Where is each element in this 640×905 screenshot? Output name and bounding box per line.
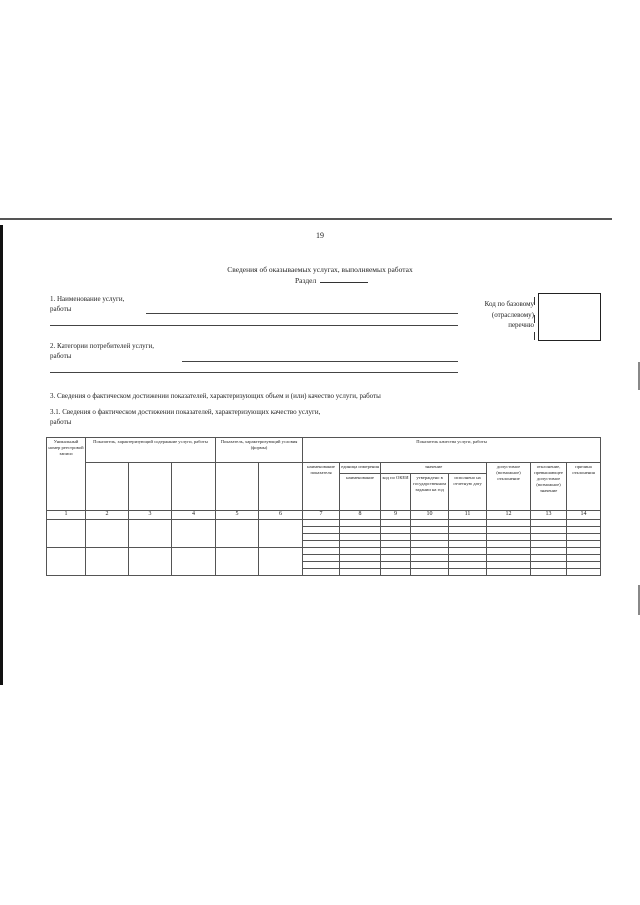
header-unique-number: Уникальный номер реестровой записи bbox=[47, 438, 86, 511]
data-cell[interactable] bbox=[567, 527, 601, 534]
col-number: 14 bbox=[567, 511, 601, 520]
data-cell[interactable] bbox=[47, 520, 86, 548]
data-cell[interactable] bbox=[411, 534, 449, 541]
data-cell[interactable] bbox=[216, 520, 259, 548]
form-title: Сведения об оказываемых услугах, выполняемых работах bbox=[227, 265, 413, 274]
data-cell[interactable] bbox=[567, 555, 601, 562]
data-cell[interactable] bbox=[172, 548, 216, 576]
empty-cell bbox=[86, 463, 129, 511]
data-cell[interactable] bbox=[411, 541, 449, 548]
header-reason: причина отклонения bbox=[567, 463, 601, 511]
base-list-code-box[interactable] bbox=[538, 293, 601, 341]
data-cell[interactable] bbox=[303, 562, 340, 569]
item1-label-cont: работы bbox=[50, 305, 72, 313]
data-cell[interactable] bbox=[411, 555, 449, 562]
data-cell[interactable] bbox=[531, 569, 567, 576]
data-cell[interactable] bbox=[86, 548, 129, 576]
data-cell[interactable] bbox=[381, 569, 411, 576]
data-cell[interactable] bbox=[340, 527, 381, 534]
quality-indicators-table bbox=[46, 437, 601, 576]
data-cell[interactable] bbox=[340, 562, 381, 569]
header-unit-name: наименование bbox=[340, 474, 381, 511]
data-cell[interactable] bbox=[303, 527, 340, 534]
data-cell[interactable] bbox=[487, 527, 531, 534]
header-indicator-name: наименование показателя bbox=[303, 463, 340, 511]
empty-cell bbox=[172, 463, 216, 511]
data-cell[interactable] bbox=[381, 548, 411, 555]
item2-label: 2. Категории потребителей услуги, bbox=[50, 342, 155, 350]
data-cell[interactable] bbox=[340, 520, 381, 527]
item31-heading: 3.1. Сведения о фактическом достижении показателей, характеризующих качество услуги, bbox=[50, 408, 321, 416]
data-cell[interactable] bbox=[381, 541, 411, 548]
data-cell[interactable] bbox=[531, 562, 567, 569]
data-cell[interactable] bbox=[531, 527, 567, 534]
data-cell[interactable] bbox=[303, 534, 340, 541]
col-number: 2 bbox=[86, 511, 129, 520]
col-number: 4 bbox=[172, 511, 216, 520]
header-conditions-indicator: Показатель, характеризующий условия (формы) bbox=[216, 438, 303, 463]
data-cell[interactable] bbox=[47, 548, 86, 576]
data-cell[interactable] bbox=[216, 548, 259, 576]
data-cell[interactable] bbox=[172, 520, 216, 548]
data-cell[interactable] bbox=[259, 520, 303, 548]
data-cell[interactable] bbox=[531, 555, 567, 562]
bracket-mark bbox=[534, 332, 535, 340]
data-cell[interactable] bbox=[303, 520, 340, 527]
col-number: 13 bbox=[531, 511, 567, 520]
data-cell[interactable] bbox=[487, 569, 531, 576]
header-value: значение bbox=[381, 463, 487, 474]
data-cell[interactable] bbox=[487, 555, 531, 562]
data-cell[interactable] bbox=[411, 520, 449, 527]
consumer-category-line-2[interactable] bbox=[50, 372, 458, 373]
data-cell[interactable] bbox=[340, 534, 381, 541]
header-allowed-deviation: допустимое (возможное) отклонение bbox=[487, 463, 531, 511]
data-cell[interactable] bbox=[449, 555, 487, 562]
item31-heading-cont: работы bbox=[50, 418, 72, 426]
data-cell[interactable] bbox=[303, 569, 340, 576]
data-cell[interactable] bbox=[259, 548, 303, 576]
data-cell[interactable] bbox=[449, 541, 487, 548]
col-number: 11 bbox=[449, 511, 487, 520]
data-cell[interactable] bbox=[567, 569, 601, 576]
service-name-line-2[interactable] bbox=[50, 325, 458, 326]
data-cell[interactable] bbox=[449, 520, 487, 527]
data-cell[interactable] bbox=[449, 569, 487, 576]
page-number: 19 bbox=[316, 231, 324, 240]
data-cell[interactable] bbox=[303, 541, 340, 548]
data-cell[interactable] bbox=[340, 569, 381, 576]
data-cell[interactable] bbox=[381, 562, 411, 569]
data-cell[interactable] bbox=[86, 520, 129, 548]
data-cell[interactable] bbox=[487, 548, 531, 555]
data-cell[interactable] bbox=[303, 548, 340, 555]
data-cell[interactable] bbox=[340, 555, 381, 562]
empty-cell bbox=[259, 463, 303, 511]
col-number: 10 bbox=[411, 511, 449, 520]
data-cell[interactable] bbox=[129, 520, 172, 548]
data-cell[interactable] bbox=[487, 541, 531, 548]
data-cell[interactable] bbox=[487, 534, 531, 541]
data-cell[interactable] bbox=[567, 541, 601, 548]
section-number-blank[interactable] bbox=[320, 282, 368, 283]
data-cell[interactable] bbox=[567, 562, 601, 569]
consumer-category-line[interactable] bbox=[182, 361, 458, 362]
table-row bbox=[47, 520, 601, 527]
data-cell[interactable] bbox=[381, 520, 411, 527]
data-cell[interactable] bbox=[411, 569, 449, 576]
data-cell[interactable] bbox=[411, 527, 449, 534]
data-cell[interactable] bbox=[487, 562, 531, 569]
col-number: 1 bbox=[47, 511, 86, 520]
bracket-mark bbox=[534, 297, 535, 305]
data-cell[interactable] bbox=[567, 534, 601, 541]
data-cell[interactable] bbox=[411, 548, 449, 555]
base-list-code-label: Код по базовому (отраслевому) перечню bbox=[484, 300, 534, 329]
scan-left-edge bbox=[0, 225, 3, 685]
item1-label: 1. Наименование услуги, bbox=[50, 295, 125, 303]
empty-cell bbox=[216, 463, 259, 511]
data-cell[interactable] bbox=[381, 534, 411, 541]
bracket-mark bbox=[534, 315, 535, 323]
data-cell[interactable] bbox=[381, 555, 411, 562]
data-cell[interactable] bbox=[449, 527, 487, 534]
data-cell[interactable] bbox=[449, 562, 487, 569]
data-cell[interactable] bbox=[340, 541, 381, 548]
table-row bbox=[47, 548, 601, 555]
data-cell[interactable] bbox=[340, 548, 381, 555]
section-label: Раздел bbox=[295, 277, 368, 285]
header-approved: утверждено в государственном задании на год bbox=[411, 474, 449, 511]
header-quality-indicator: Показатель качества услуги, работы bbox=[303, 438, 601, 463]
data-cell[interactable] bbox=[531, 534, 567, 541]
header-executed: исполнено на отчетную дату bbox=[449, 474, 487, 511]
col-number: 7 bbox=[303, 511, 340, 520]
data-cell[interactable] bbox=[411, 562, 449, 569]
data-cell[interactable] bbox=[381, 527, 411, 534]
col-number: 6 bbox=[259, 511, 303, 520]
data-cell[interactable] bbox=[531, 541, 567, 548]
header-okei: код по ОКЕИ bbox=[381, 474, 411, 511]
data-cell[interactable] bbox=[129, 548, 172, 576]
data-cell[interactable] bbox=[567, 548, 601, 555]
header-content-indicator: Показатель, характеризующий содержание услуги, работы bbox=[86, 438, 216, 463]
data-cell[interactable] bbox=[487, 520, 531, 527]
data-cell[interactable] bbox=[567, 520, 601, 527]
col-number: 12 bbox=[487, 511, 531, 520]
data-cell[interactable] bbox=[449, 534, 487, 541]
col-number: 9 bbox=[381, 511, 411, 520]
service-name-line[interactable] bbox=[146, 313, 458, 314]
data-cell[interactable] bbox=[303, 555, 340, 562]
item3-heading: 3. Сведения о фактическом достижении показателей, характеризующих объем и (или) качество услуги, работы bbox=[50, 392, 381, 400]
empty-cell bbox=[129, 463, 172, 511]
data-cell[interactable] bbox=[531, 520, 567, 527]
item2-label-cont: работы bbox=[50, 352, 72, 360]
header-exceeding-deviation: отклонение, превышающее допустимое (возможное) значение bbox=[531, 463, 567, 511]
data-cell[interactable] bbox=[531, 548, 567, 555]
col-number: 3 bbox=[129, 511, 172, 520]
header-unit: единица измерения bbox=[340, 463, 381, 474]
scan-top-edge bbox=[0, 218, 612, 220]
data-cell[interactable] bbox=[449, 548, 487, 555]
col-number: 8 bbox=[340, 511, 381, 520]
col-number: 5 bbox=[216, 511, 259, 520]
